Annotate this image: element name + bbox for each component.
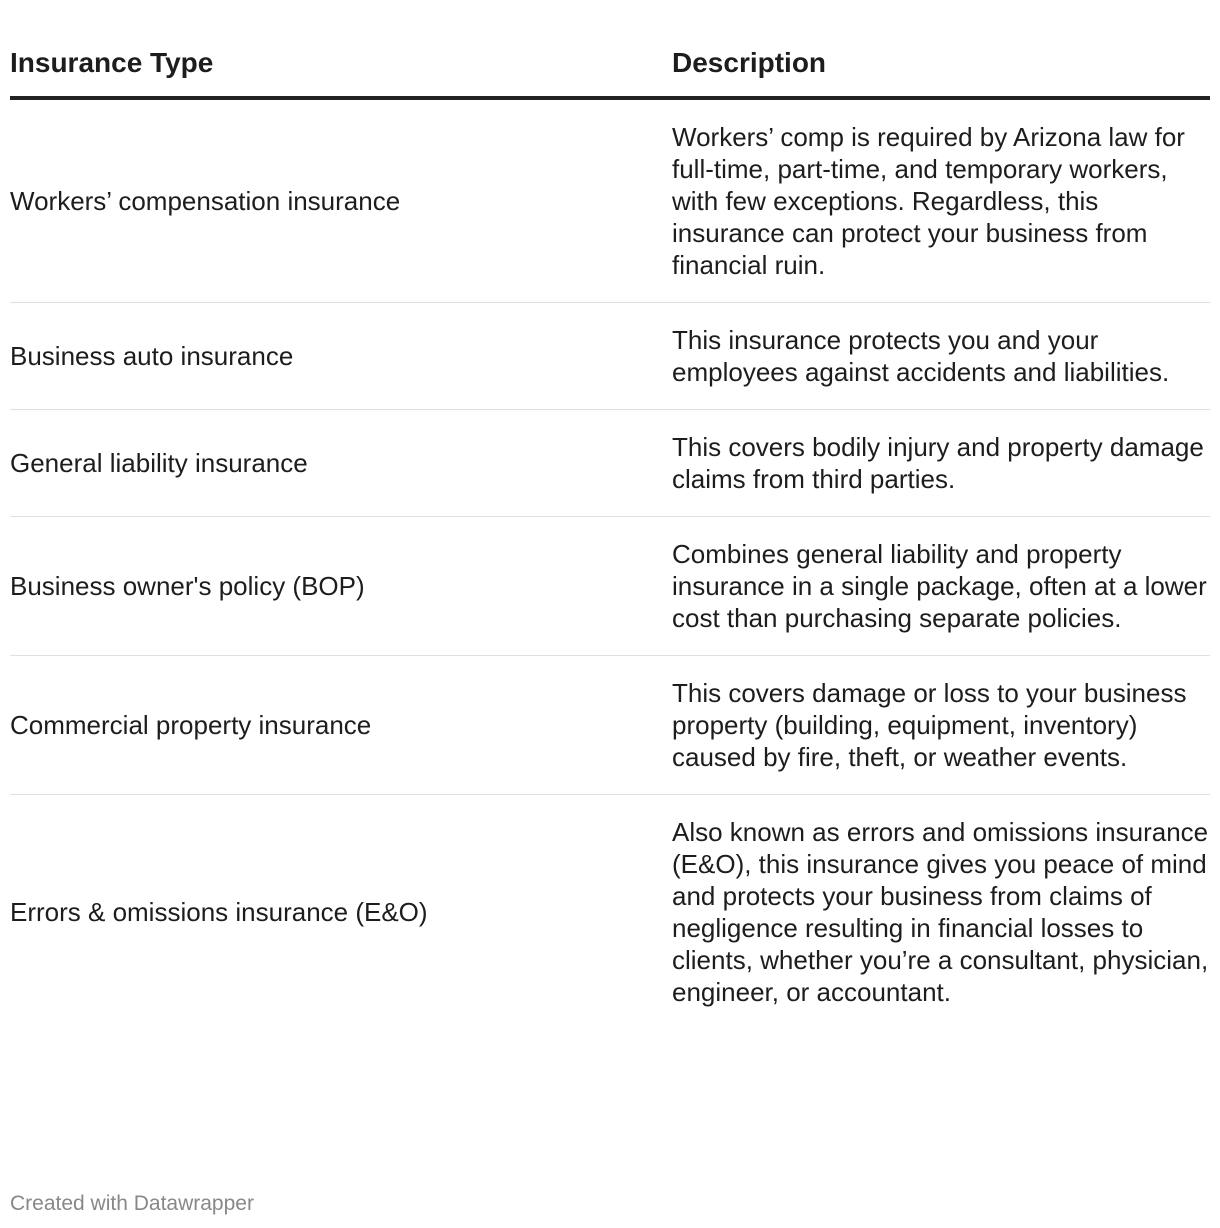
- header-row: [10, 38, 1210, 98]
- description-cell: This covers damage or loss to your business property (building, equipment, inventory) caused by fire, theft, or weather events.: [672, 656, 1210, 795]
- table-body: [10, 98, 1210, 1029]
- datawrapper-credit[interactable]: Created with Datawrapper: [10, 1192, 254, 1215]
- insurance-type-cell: Business auto insurance: [10, 303, 672, 410]
- insurance-type-cell: General liability insurance: [10, 410, 672, 517]
- description-cell: This covers bodily injury and property damage claims from third parties.: [672, 410, 1210, 517]
- table-row: [10, 98, 1210, 303]
- description-cell: Also known as errors and omissions insurance (E&O), this insurance gives you peace of mind and protects your business from claims of negligence resulting in financial losses to clients, whether you’re a consultant, physician, engineer, or accountant.: [672, 817, 1209, 1007]
- table-row: [10, 410, 1210, 517]
- description-cell: Workers’ comp is required by Arizona law for full-time, part-time, and temporary workers, with few exceptions. Regardless, this insurance can protect your business from financial ruin.: [672, 98, 1210, 303]
- insurance-type-cell: Errors & omissions insurance (E&O): [10, 897, 428, 927]
- table-row: [10, 303, 1210, 410]
- insurance-type-cell: Business owner's policy (BOP): [10, 517, 672, 656]
- table-header: [10, 38, 1210, 98]
- insurance-table: [10, 38, 1210, 1029]
- insurance-table-container: [10, 38, 1210, 1029]
- column-header-description: Description: [672, 38, 1210, 98]
- insurance-type-cell: Workers’ compensation insurance: [10, 98, 672, 303]
- table-row: [10, 517, 1210, 656]
- table-row: [10, 656, 1210, 795]
- insurance-type-cell: Commercial property insurance: [10, 656, 672, 795]
- column-header-insurance-type: Insurance Type: [10, 38, 672, 98]
- description-cell: Combines general liability and property insurance in a single package, often at a lower cost than purchasing separate policies.: [672, 517, 1210, 656]
- table-row: [10, 795, 1210, 1030]
- description-cell: This insurance protects you and your employees against accidents and liabilities.: [672, 303, 1210, 410]
